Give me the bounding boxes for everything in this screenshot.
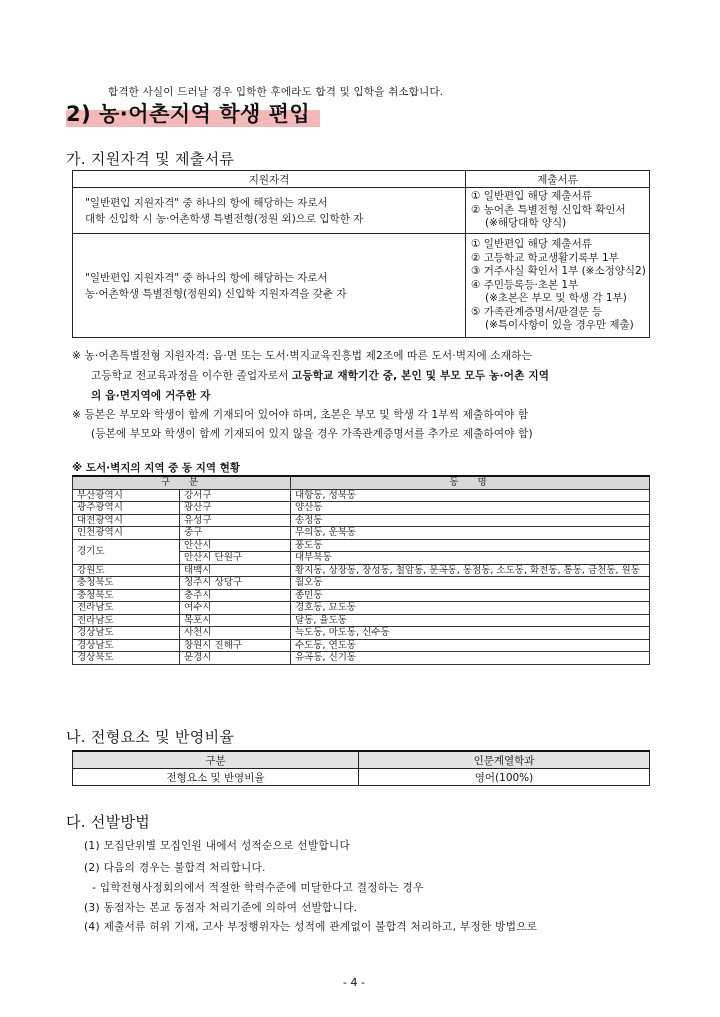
table-row [73,188,650,234]
table-row [73,589,650,602]
list-item: (3) 동점자는 본교 동점자 처리기준에 의하여 선발합니다. [84,902,358,914]
table-header-row [73,171,650,188]
qualification-documents-table [72,170,650,338]
dongs-cell: 달동, 율도동 [291,614,650,627]
district-cell: 유성구 [180,514,291,527]
dongs-cell: 송정동 [291,514,650,527]
rural-qualification-note-line1: ※ 농·어촌특별전형 지원자격: 읍·면 또는 도서·벽지교육진흥법 제2조에 따른 도서·벽지에 소재하는 [72,350,532,362]
region-cell: 광주광역시 [73,502,180,515]
island-areas-table [72,475,650,665]
list-item: (2) 다음의 경우는 불합격 처리합니다. [84,862,266,874]
region-cell: 전라남도 [73,602,180,615]
section-na-title: 나. 전형요소 및 반영비율 [66,728,235,746]
section-da-title: 다. 선발방법 [66,813,151,831]
header-documents: 제출서류 [466,171,650,188]
table-row [73,564,650,577]
district-cell: 안산시 [180,539,291,552]
region-cell: 전라남도 [73,614,180,627]
table-row [73,652,650,665]
document-line: ② 농어촌 특별전형 신입학 확인서 [471,203,626,216]
list-item: - 입학전형사정회의에서 적절한 학력수준에 미달한다고 결정하는 경우 [92,882,424,894]
document-line: ⑤ 가족관계증명서/판결문 등 [471,305,603,318]
table-row [73,527,650,540]
table-row [73,614,650,627]
dongs-cell: 늑도동, 마도동, 신수동 [291,627,650,640]
document-line: (※해당대학 양식) [485,217,567,230]
table-row [73,514,650,527]
admission-cancel-note: 합격한 사실이 드러날 경우 입학한 후에라도 합격 및 입학을 취소합니다. [108,86,444,98]
dongs-cell: 황지동, 상장동, 장성동, 철암동, 문곡동, 동점동, 소도동, 화전동, 통동, 금천동, 원동 [291,564,650,577]
table-row [73,489,650,502]
table-row [73,639,650,652]
document-line: ② 고등학교 학교생활기록부 1부 [471,251,619,264]
table-row [73,627,650,640]
rural-qualification-note-line3: 의 읍·면지역에 거주한 자 [91,390,211,402]
region-cell: 충청북도 [73,589,180,602]
region-cell: 경상북도 [73,652,180,665]
table-header-row [73,751,650,769]
table-row [73,502,650,515]
selection-element-cell: 전형요소 및 반영비율 [73,769,359,786]
dongs-cell: 무의동, 운북동 [291,527,650,540]
note-plain-text: 고등학교 전교육과정을 이수한 졸업자로서 [91,370,292,382]
dongs-cell: 월오동 [291,577,650,590]
region-cell: 경상남도 [73,627,180,640]
document-line: ④ 주민등록등·초본 1부 [471,278,579,291]
dongs-cell: 양산동 [291,502,650,515]
dongs-cell: 유곡동, 신기동 [291,652,650,665]
section-ga-title: 가. 지원자격 및 제출서류 [66,150,235,168]
note-bold-text: 고등학교 재학기간 중, 본인 및 부모 모두 농·어촌 지역 [291,370,550,382]
dongs-cell: 수도동, 연도동 [291,639,650,652]
registration-note-line1: ※ 등본은 부모와 학생이 함께 기재되어 있어야 하며, 초본은 부모 및 학생 각 1부씩 제출하여야 함 [72,409,529,421]
header-humanities: 인문계열학과 [359,751,650,769]
table-row [73,602,650,615]
documents-cell [466,188,650,234]
district-cell: 광산구 [180,502,291,515]
dongs-cell: 종민동 [291,589,650,602]
district-cell: 목포시 [180,614,291,627]
document-line: ① 일반편입 해당 제출서류 [471,237,592,250]
district-cell: 안산시 단원구 [180,552,291,565]
qualification-cell [73,234,466,338]
main-heading [66,98,310,128]
region-cell: 충청북도 [73,577,180,590]
qualification-line: "일반편입 지원자격" 중 하나의 항에 해당하는 자로서 [85,271,328,284]
district-cell: 여수시 [180,602,291,615]
district-cell: 청주시 상당구 [180,577,291,590]
table-header-row [73,476,650,489]
qualification-cell [73,188,466,234]
list-item: (1) 모집단위별 모집인원 내에서 성적순으로 선발합니다 [84,840,350,852]
table-row [73,577,650,590]
header-division: 구 분 [73,476,291,489]
district-cell: 문경시 [180,652,291,665]
document-line: (※초본은 부모 및 학생 각 1부) [485,292,627,305]
region-cell: 인천광역시 [73,527,180,540]
qualification-line: 대학 신입학 시 농·어촌학생 특별전형(정원 외)으로 입학한 자 [85,212,364,225]
registration-note-line2: (등본에 부모와 학생이 함께 기재되어 있지 않을 경우 가족관계증명서를 추가로 제출하여야 함) [91,428,533,440]
dongs-cell: 풍도동 [291,539,650,552]
region-cell: 대전광역시 [73,514,180,527]
document-line: ③ 거주사실 확인서 1부 (※소정양식2) [471,265,646,278]
region-cell: 경기도 [73,539,180,564]
main-heading-text: 2) 농·어촌지역 학생 편입 [66,102,311,126]
dongs-cell: 대부북동 [291,552,650,565]
document-line: (※특이사항이 있을 경우만 제출) [485,319,634,332]
region-cell: 부산광역시 [73,489,180,502]
district-cell: 창원시 진해구 [180,639,291,652]
table-row [73,234,650,338]
region-cell: 경상남도 [73,639,180,652]
header-qualification: 지원자격 [73,171,466,188]
district-cell: 사천시 [180,627,291,640]
district-cell: 태백시 [180,564,291,577]
header-division: 구분 [73,751,359,769]
table-row [73,769,650,786]
qualification-line: 농·어촌학생 특별전형(정원외) 신입학 지원자격을 갖춘 자 [85,287,347,300]
district-cell: 중구 [180,527,291,540]
island-area-note: ※ 도서·벽지의 지역 중 동 지역 현황 [72,462,240,474]
qualification-line: "일반편입 지원자격" 중 하나의 항에 해당하는 자로서 [85,196,328,209]
document-line: ① 일반편입 해당 제출서류 [471,190,592,203]
documents-cell [466,234,650,338]
page-number: - 4 - [343,976,365,989]
selection-ratio-table [72,750,650,786]
rural-qualification-note-line2 [91,368,549,383]
header-dong-names: 동 명 [291,476,650,489]
table-row [73,539,650,552]
dongs-cell: 대항동, 성북동 [291,489,650,502]
dongs-cell: 경호동, 묘도동 [291,602,650,615]
district-cell: 충주시 [180,589,291,602]
district-cell: 강서구 [180,489,291,502]
ratio-cell: 영어(100%) [359,769,650,786]
region-cell: 강원도 [73,564,180,577]
list-item: (4) 제출서류 허위 기재, 고사 부정행위자는 성적에 관계없이 불합격 처리하고, 부정한 방법으로 [84,921,538,933]
